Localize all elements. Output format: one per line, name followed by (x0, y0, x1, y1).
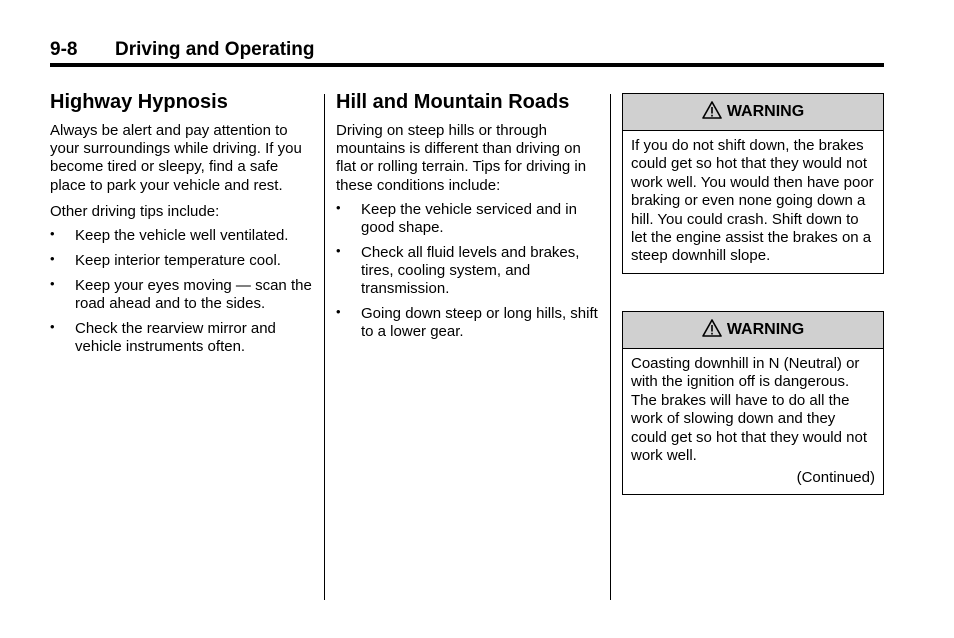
page-number: 9-8 (50, 39, 78, 60)
list-item-text: Keep interior temperature cool. (75, 251, 281, 269)
warning-text: If you do not shift down, the brakes could get so hot that they would not work well. You would then have poor braking or even none going down a hill. You could crash. Shift down to let the engine assist the brakes on a steep downhill slope. (631, 137, 874, 265)
list-item (50, 227, 312, 245)
list-item-text: Check the rearview mirror and vehicle instruments often. (75, 319, 276, 355)
bullet-icon: • (336, 199, 341, 215)
bullet-icon: • (50, 318, 55, 334)
warning-box (622, 311, 884, 495)
warning-header (623, 94, 883, 131)
warning-header (623, 312, 883, 349)
page-header (50, 38, 884, 62)
chapter-title: Driving and Operating (115, 39, 315, 60)
section-intro: Driving on steep hills or through mountains is different than driving on flat or rolling terrain. Tips for driving in these conditions include: (336, 122, 587, 194)
list-item (336, 305, 600, 341)
list-item (50, 252, 312, 270)
section-heading: Highway Hypnosis (50, 91, 228, 113)
column-divider (324, 94, 325, 600)
list-item-text: Going down steep or long hills, shift to a lower gear. (361, 305, 598, 341)
warning-box (622, 93, 884, 274)
list-item (50, 320, 312, 356)
warning-label: WARNING (726, 103, 805, 120)
warning-text: Coasting downhill in N (Neutral) or with the ignition off is dangerous. The brakes will have to do all the work of slowing down and they could get so hot that they would not work well. (631, 355, 867, 465)
header-rule (50, 63, 884, 67)
warning-triangle-icon (702, 319, 722, 337)
bullet-icon: • (50, 250, 55, 266)
warning-body (623, 349, 883, 494)
bullet-list (50, 227, 312, 356)
bullet-icon: • (336, 304, 341, 320)
list-item-text: Keep your eyes moving — scan the road ahead and to the sides. (75, 276, 312, 312)
warning-triangle-icon (702, 101, 722, 119)
bullet-icon: • (50, 226, 55, 242)
highway-hypnosis-section (50, 90, 312, 363)
list-item (50, 277, 312, 313)
list-item-text: Keep the vehicle serviced and in good shape. (361, 200, 577, 237)
continued-note: (Continued) (796, 469, 875, 487)
bullet-icon: • (50, 275, 55, 291)
section-heading: Hill and Mountain Roads (336, 91, 570, 113)
list-item-text: Check all fluid levels and brakes, tires, cooling system, and transmission. (361, 243, 580, 298)
list-item-text: Keep the vehicle well ventilated. (75, 227, 289, 245)
bullet-list (336, 201, 600, 342)
list-item (336, 201, 600, 237)
list-item (336, 244, 600, 299)
bullet-icon: • (336, 242, 341, 258)
tips-intro: Other driving tips include: (50, 202, 220, 220)
section-intro: Always be alert and pay attention to your surroundings while driving. If you become tired or sleepy, find a safe place to park your vehicle and rest. (50, 122, 302, 194)
warning-label: WARNING (726, 321, 805, 338)
column-divider (610, 94, 611, 600)
hill-mountain-roads-section (336, 90, 600, 348)
